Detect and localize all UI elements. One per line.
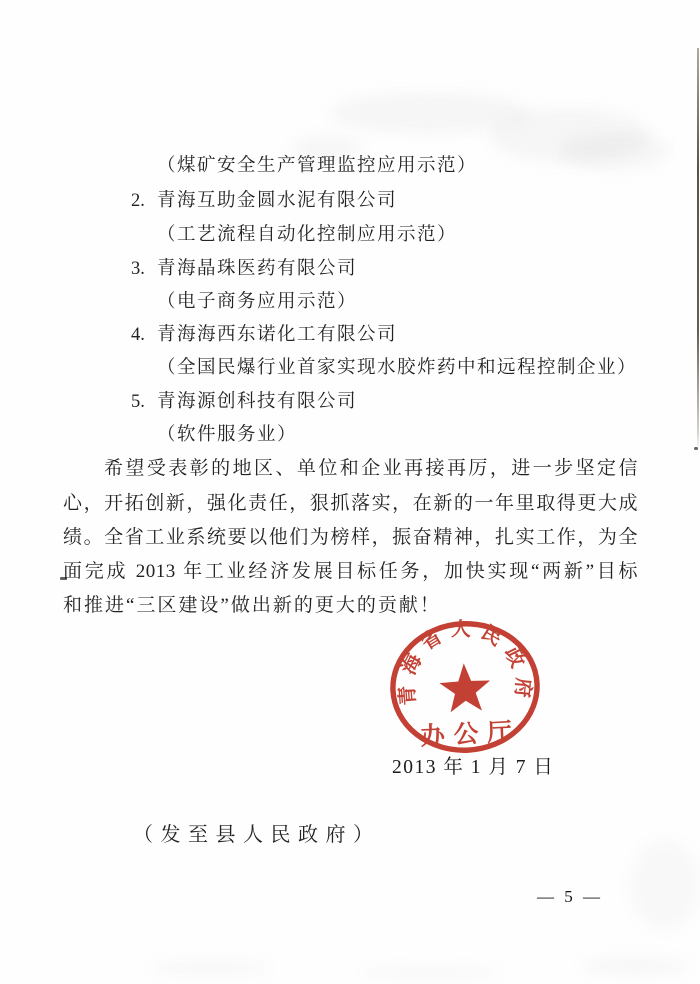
paragraph-line: 面完成 2013 年工业经济发展目标任务，加快实现“两新”目标 bbox=[63, 561, 638, 582]
seal-bottom-text: 办公厅 bbox=[419, 718, 522, 751]
paragraph-line: 希望受表彰的地区、单位和企业再接再厉，进一步坚定信 bbox=[104, 458, 638, 479]
paragraph-line: 绩。全省工业系统要以他们为榜样，振奋精神，扎实工作，为全 bbox=[63, 527, 638, 548]
list-marker: 5. bbox=[131, 392, 145, 412]
list-item-text: 青海源创科技有限公司 bbox=[157, 392, 358, 412]
star-icon bbox=[438, 662, 491, 713]
seal-arc-text: 青海省人民政府 bbox=[395, 618, 535, 707]
list-item-text: （全国民爆行业首家实现水胶炸药中和远程控制企业） bbox=[157, 358, 638, 378]
scan-artifact bbox=[150, 962, 270, 974]
page-number: — 5 — bbox=[537, 887, 603, 906]
scan-artifact bbox=[560, 132, 670, 170]
list-marker: 4. bbox=[131, 325, 145, 345]
official-seal bbox=[382, 613, 547, 761]
paragraph-line: 和推进“三区建设”做出新的更大的贡献！ bbox=[63, 595, 441, 616]
list-item-company bbox=[131, 387, 357, 413]
list-item-note bbox=[131, 151, 477, 177]
list-item-text: （工艺流程自动化控制应用示范） bbox=[157, 225, 458, 245]
list-item-company bbox=[131, 320, 397, 346]
list-item-text: （电子商务应用示范） bbox=[157, 292, 358, 312]
issue-date: 2013 年 1 月 7 日 bbox=[392, 757, 555, 778]
list-item-text: 青海晶珠医药有限公司 bbox=[157, 259, 358, 279]
scan-edge-line bbox=[697, 48, 699, 452]
list-marker: 2. bbox=[131, 191, 145, 211]
list-item-text: 青海海西东诺化工有限公司 bbox=[157, 325, 398, 345]
list-item-company bbox=[131, 254, 357, 280]
list-item-company bbox=[131, 186, 397, 212]
scan-artifact bbox=[630, 840, 700, 930]
list-item-note bbox=[131, 220, 457, 246]
list-item-note bbox=[131, 420, 297, 446]
list-item-text: （软件服务业） bbox=[157, 425, 298, 445]
scan-artifact bbox=[694, 447, 698, 450]
list-item-note bbox=[131, 353, 637, 379]
list-item-text: （煤矿安全生产管理监控应用示范） bbox=[157, 156, 478, 176]
list-marker: 3. bbox=[131, 259, 145, 279]
list-item-note bbox=[131, 287, 357, 313]
scan-artifact bbox=[360, 968, 500, 978]
list-item-text: 青海互助金圆水泥有限公司 bbox=[157, 191, 398, 211]
distribution-note: （发至县人民政府） bbox=[133, 824, 381, 846]
scan-artifact bbox=[580, 958, 690, 974]
paragraph-line: 心，开拓创新，强化责任，狠抓落实，在新的一年里取得更大成 bbox=[63, 493, 638, 514]
